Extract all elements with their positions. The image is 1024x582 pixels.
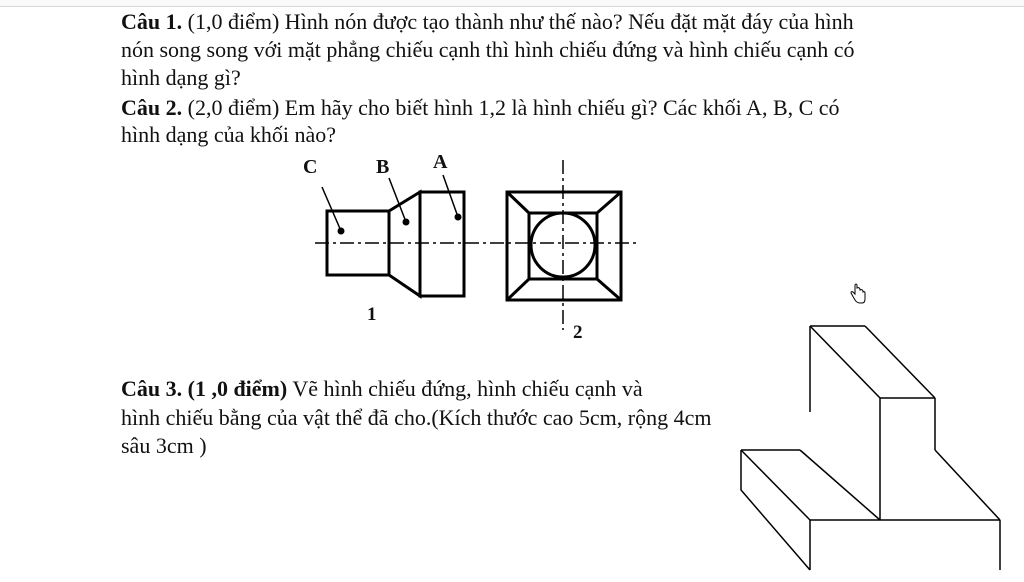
figure-1-number: 1 (367, 304, 377, 325)
isometric-object (741, 326, 1000, 570)
block-b (389, 192, 420, 296)
figure-1-front-view (315, 175, 487, 296)
q3-line-1 (121, 377, 643, 401)
leader-b (389, 178, 406, 222)
dot-b (403, 219, 409, 225)
label-c: C (303, 156, 318, 178)
label-a: A (433, 151, 448, 173)
figure-2-number: 2 (573, 322, 583, 343)
dot-c (338, 228, 344, 234)
q2-line-2: hình dạng của khối nào? (121, 122, 337, 147)
q1-text-1: (1,0 điểm) Hình nón được tạo thành như thế nào? Nếu đặt mặt đáy của hình (182, 9, 854, 34)
q2-label: Câu 2. (121, 95, 183, 120)
q2-text-1: (2,0 điểm) Em hãy cho biết hình 1,2 là hình chiếu gì? Các khối A, B, C có (182, 95, 840, 120)
q1-line-3: hình dạng gì? (121, 65, 241, 90)
q3-line-3: sâu 3cm ) (121, 433, 207, 458)
label-b: B (376, 156, 390, 178)
leader-a (443, 175, 458, 217)
hand-cursor-icon (849, 283, 867, 305)
q3-line-2: hình chiếu bằng của vật thể đã cho.(Kích thước cao 5cm, rộng 4cm (121, 405, 712, 430)
q1-label: Câu 1. (121, 9, 183, 34)
dot-a (455, 214, 461, 220)
q3-label: Câu 3. (1 ,0 điểm) (121, 376, 288, 401)
leader-c (322, 187, 341, 231)
q1-line-2: nón song song với mặt phẳng chiếu cạnh thì hình chiếu đứng và hình chiếu cạnh có (121, 37, 855, 62)
q3-text-1: Vẽ hình chiếu đứng, hình chiếu cạnh và (287, 376, 643, 401)
block-a (420, 192, 464, 296)
figure-2-side-view (490, 160, 636, 330)
